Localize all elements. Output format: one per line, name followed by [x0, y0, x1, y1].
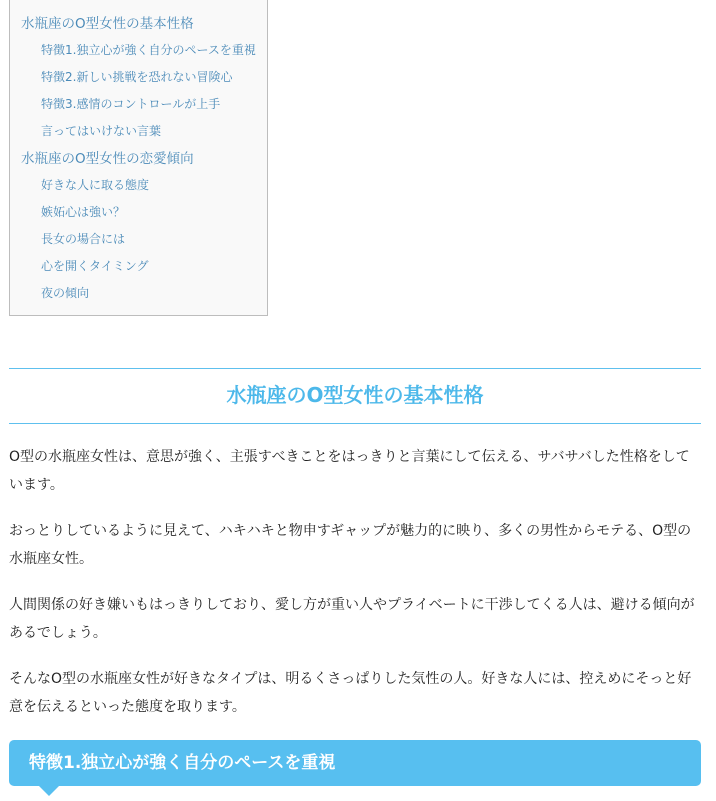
toc-link-eldest-daughter[interactable]: 長女の場合には — [41, 232, 126, 246]
toc-link-basic-personality[interactable]: 水瓶座のO型女性の基本性格 — [21, 16, 194, 32]
toc-link-love-tendency[interactable]: 水瓶座のO型女性の恋愛傾向 — [21, 151, 194, 167]
section-heading: 水瓶座のO型女性の基本性格 — [226, 383, 484, 407]
toc-link-feature-3[interactable]: 特徴3.感情のコントロールが上手 — [41, 97, 221, 111]
paragraph-1: O型の水瓶座女性は、意思が強く、主張すべきことをはっきりと言葉にして伝える、サバサバした性格をしています。 — [9, 449, 690, 493]
paragraph-3: 人間関係の好き嫌いもはっきりしており、愛し方が重い人やプライベートに干渉してくる人は、避ける傾向があるでしょう。 — [9, 597, 695, 641]
section-heading-bottom-rule — [9, 423, 701, 424]
toc-link-feature-2[interactable]: 特徴2.新しい挑戦を恐れない冒険心 — [41, 70, 233, 84]
subheading-bar — [9, 740, 701, 786]
toc-link-night[interactable]: 夜の傾向 — [41, 286, 90, 300]
paragraph-2: おっとりしているように見えて、ハキハキと物申すギャップが魅力的に映り、多くの男性からモテる、O型の水瓶座女性。 — [9, 523, 692, 567]
toc-link-jealousy[interactable]: 嫉妬心は強い？ — [41, 205, 126, 219]
toc-link-attitude[interactable]: 好きな人に取る態度 — [41, 178, 150, 192]
section-heading-top-rule — [9, 368, 701, 369]
toc-link-open-heart[interactable]: 心を開くタイミング — [41, 259, 149, 273]
subheading-arrow — [39, 786, 59, 796]
toc-link-forbidden-words[interactable]: 言ってはいけない言葉 — [41, 124, 162, 138]
table-of-contents — [9, 0, 268, 316]
paragraph-4: そんなO型の水瓶座女性が好きなタイプは、明るくさっぱりした気性の人。好きな人には、控えめにそっと好意を伝えるといった態度を取ります。 — [9, 671, 692, 715]
subheading: 特徴1.独立心が強く自分のペースを重視 — [29, 753, 336, 773]
toc-link-feature-1[interactable]: 特徴1.独立心が強く自分のペースを重視 — [41, 43, 256, 57]
